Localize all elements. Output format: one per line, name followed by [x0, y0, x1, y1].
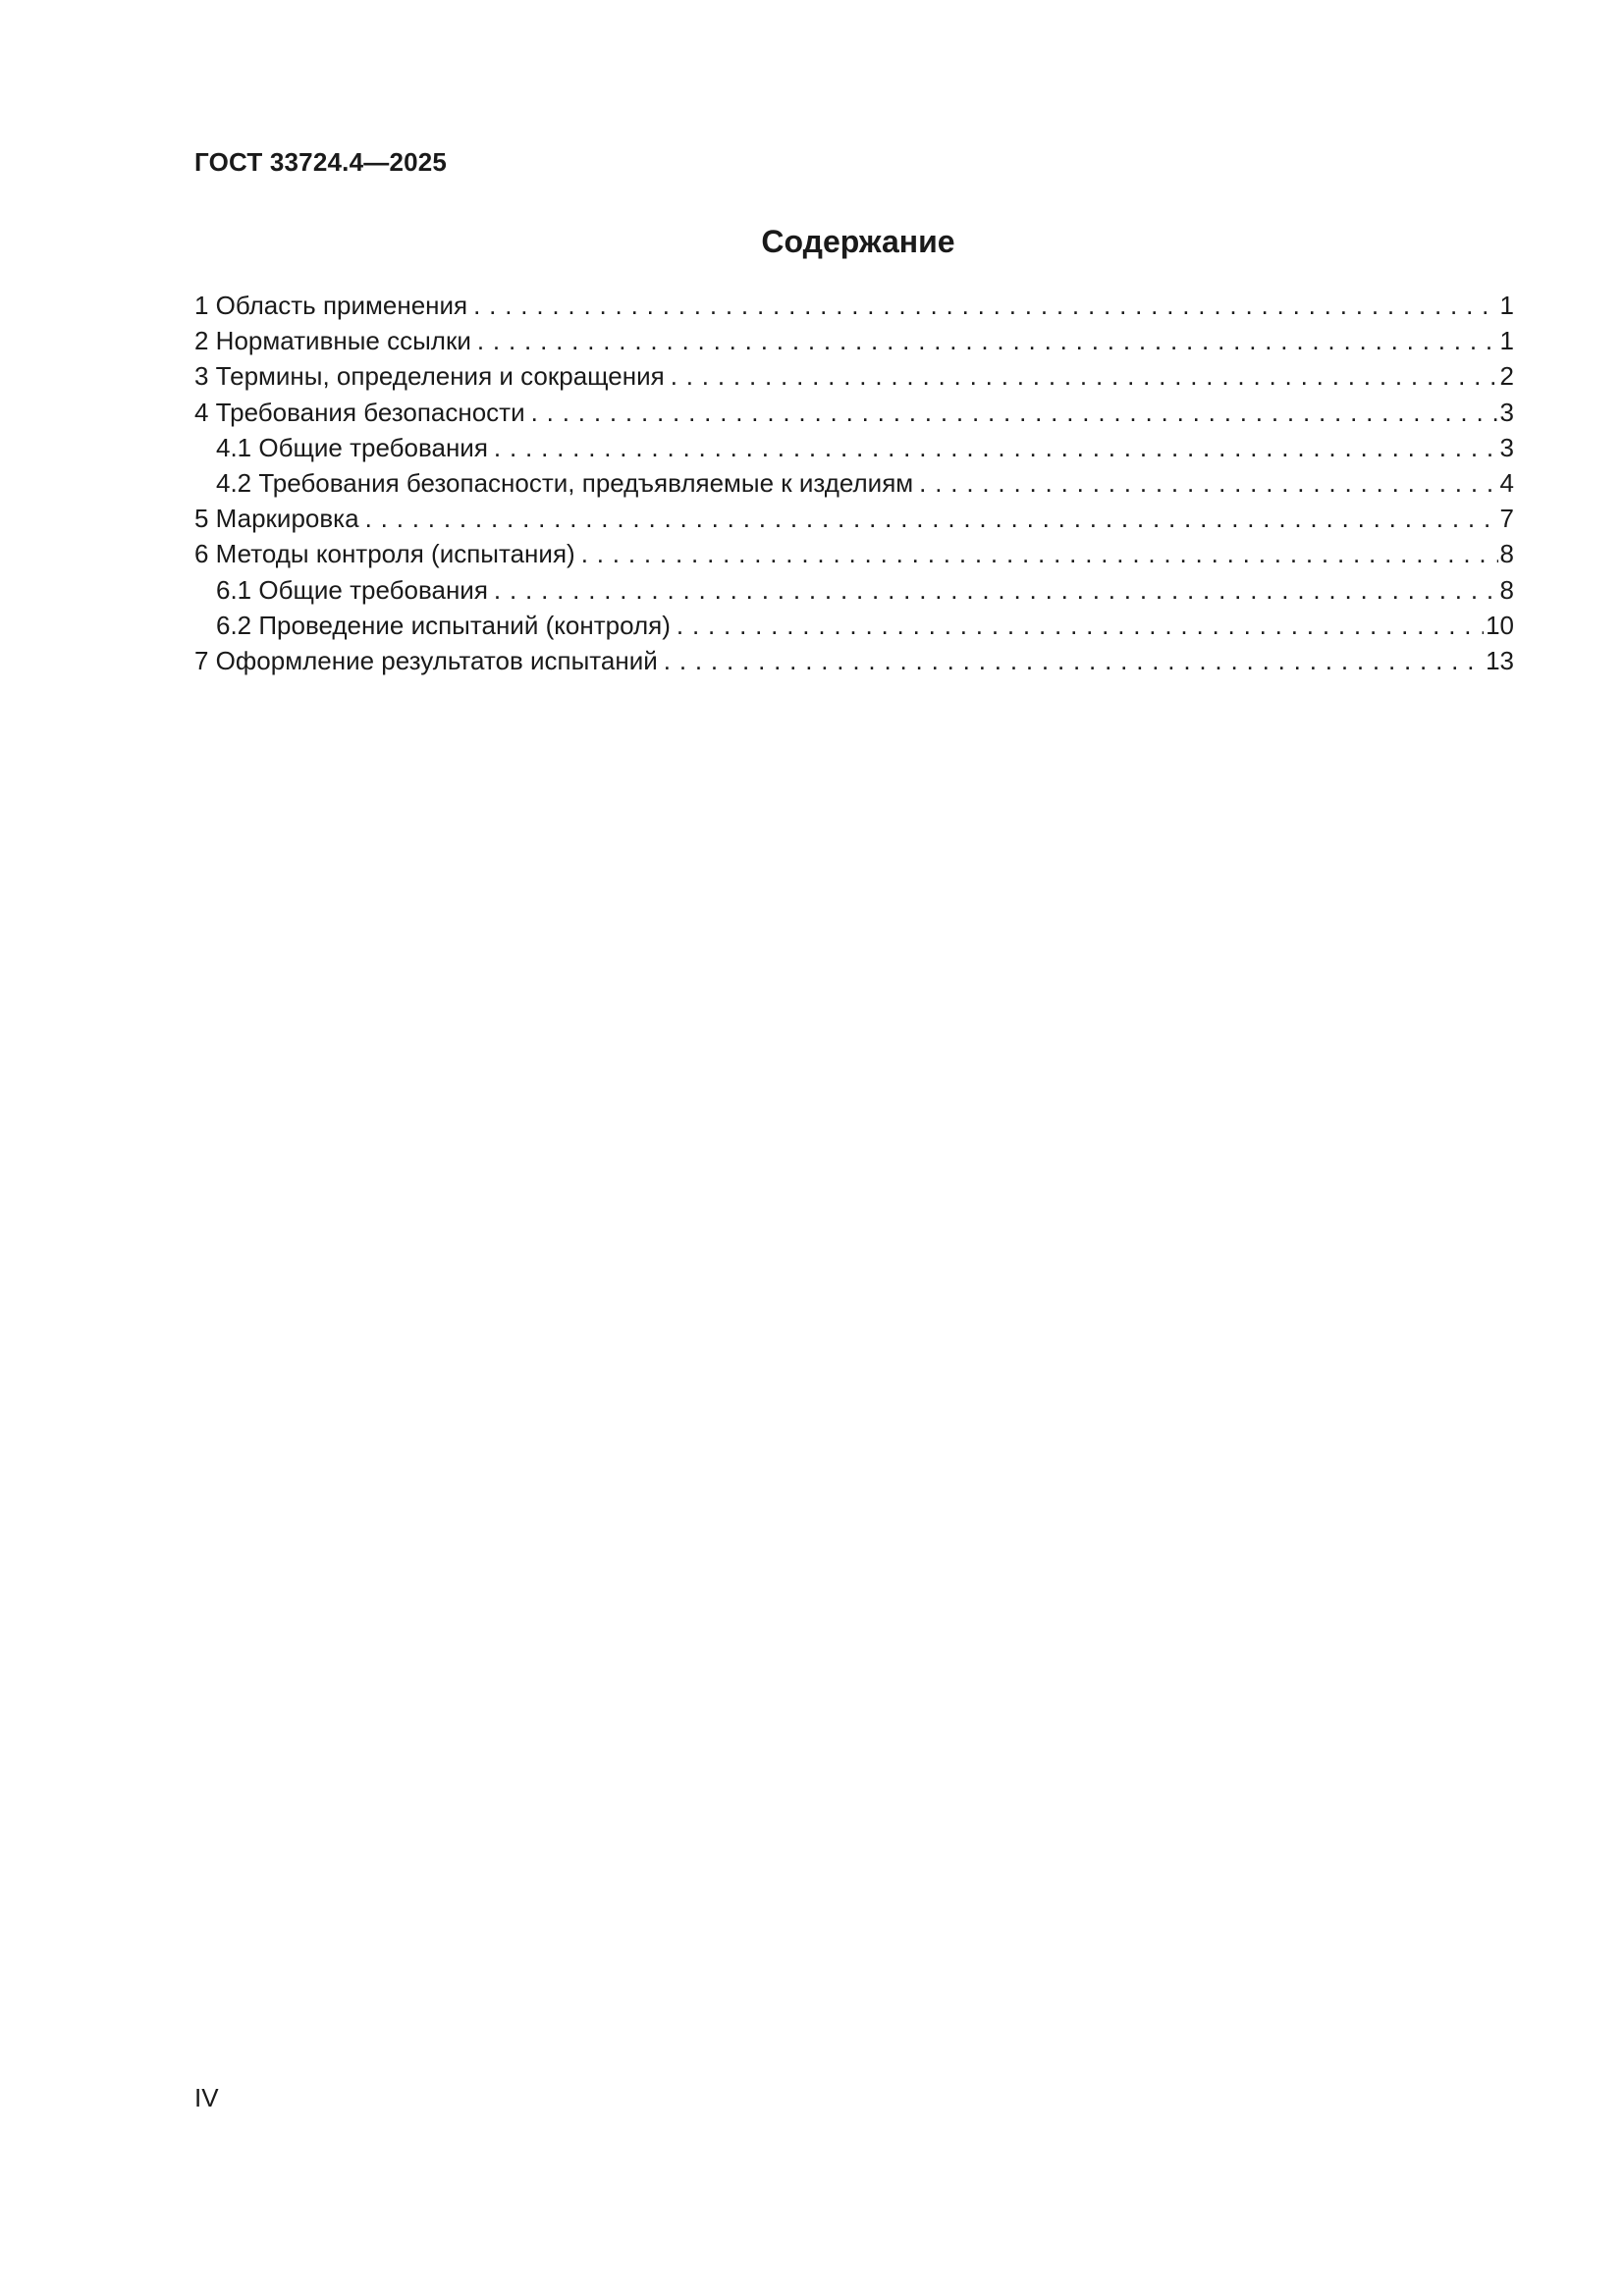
toc-entry[interactable]: [194, 288, 1514, 323]
toc-entry-label: 1 Область применения: [194, 291, 468, 320]
toc-subentry[interactable]: [194, 430, 1514, 465]
toc-entry-label: 5 Маркировка: [194, 504, 359, 534]
toc-dot-leader: [919, 465, 1497, 501]
toc-entry-label: 4.2 Требования безопасности, предъявляемые к изделиям: [216, 467, 914, 498]
toc-entry-label: 4 Требования безопасности: [194, 397, 525, 427]
toc-entry-label: 2 Нормативные ссылки: [194, 326, 471, 356]
toc-dot-leader: [581, 536, 1498, 571]
toc-entry-page: 8: [1499, 574, 1514, 605]
toc-dot-leader: [477, 323, 1498, 358]
toc-entry[interactable]: [194, 536, 1514, 571]
toc-entry[interactable]: [194, 395, 1514, 430]
toc-dot-leader: [664, 643, 1484, 678]
toc-entry[interactable]: [194, 323, 1514, 358]
toc-entry[interactable]: [194, 358, 1514, 394]
toc-entry-label: 6.1 Общие требования: [216, 574, 488, 605]
toc-entry-label: 6 Методы контроля (испытания): [194, 539, 575, 569]
toc-subentry[interactable]: [194, 608, 1514, 643]
toc-entry-page: 8: [1499, 539, 1514, 569]
toc-entry[interactable]: [194, 501, 1514, 536]
toc-entry-label: 3 Термины, определения и сокращения: [194, 361, 665, 392]
toc-entry-page: 10: [1486, 610, 1514, 640]
toc-entry-page: 7: [1499, 504, 1514, 534]
toc-subentry[interactable]: [194, 572, 1514, 608]
toc-entry-label: 4.1 Общие требования: [216, 432, 488, 462]
toc-dot-leader: [671, 358, 1498, 394]
toc-entry-label: 6.2 Проведение испытаний (контроля): [216, 610, 671, 640]
toc-entry-page: 2: [1499, 361, 1514, 392]
page-number: IV: [194, 2083, 219, 2112]
toc-entry[interactable]: [194, 643, 1514, 678]
toc-entry-label: 7 Оформление результатов испытаний: [194, 645, 658, 675]
table-of-contents: [194, 288, 1514, 678]
toc-entry-page: 3: [1499, 432, 1514, 462]
toc-title: Содержание: [761, 224, 955, 259]
toc-entry-page: 1: [1499, 326, 1514, 356]
toc-entry-page: 3: [1499, 397, 1514, 427]
toc-entry-page: 4: [1499, 467, 1514, 498]
document-code: ГОСТ 33724.4—2025: [194, 147, 448, 177]
toc-dot-leader: [494, 572, 1498, 608]
toc-entry-page: 13: [1486, 645, 1514, 675]
toc-dot-leader: [531, 395, 1498, 430]
toc-subentry[interactable]: [194, 465, 1514, 501]
toc-dot-leader: [365, 501, 1498, 536]
toc-dot-leader: [473, 288, 1497, 323]
toc-dot-leader: [677, 608, 1484, 643]
toc-dot-leader: [494, 430, 1498, 465]
toc-entry-page: 1: [1499, 291, 1514, 320]
